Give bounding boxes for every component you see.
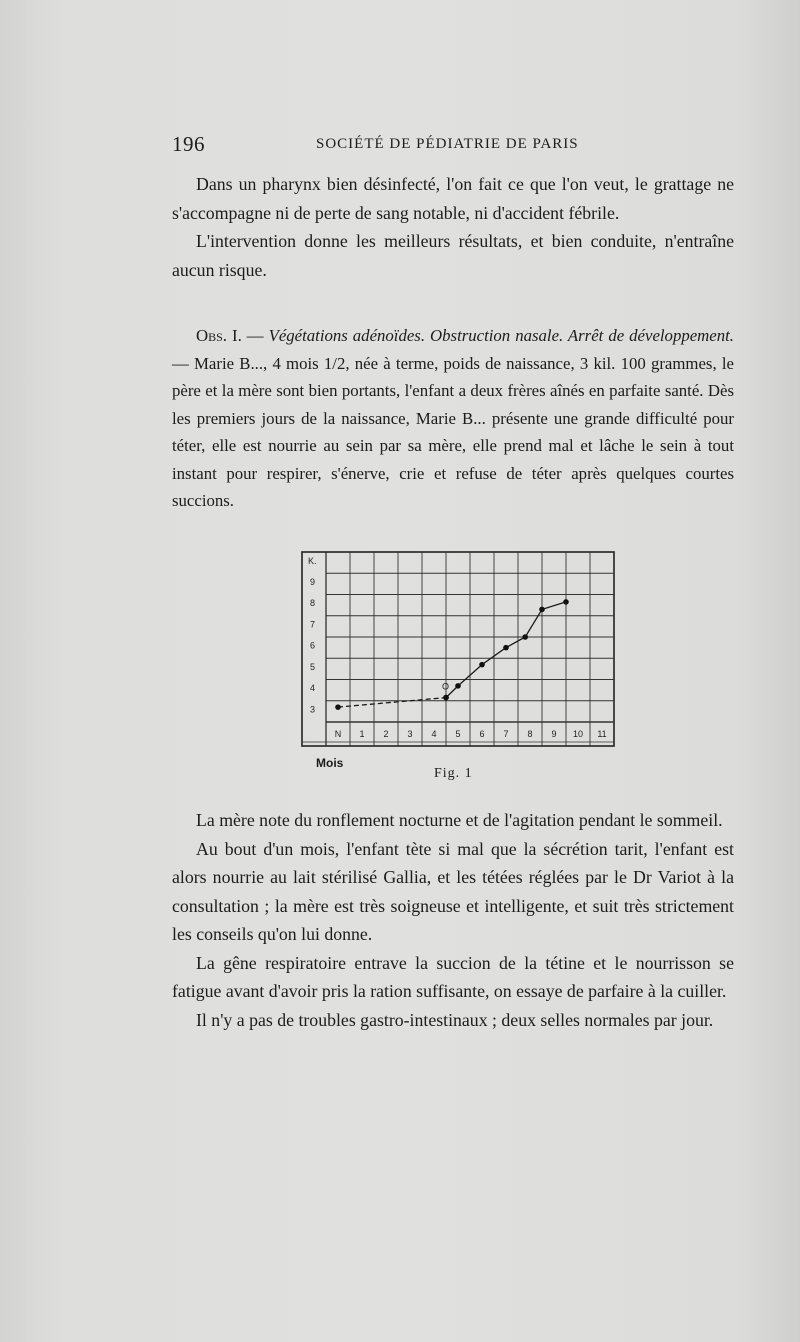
y-tick-label: 9 [310,576,316,587]
x-tick-label: N [334,729,342,739]
data-point [503,645,509,651]
y-tick-label: 7 [310,619,316,630]
x-tick-label: 8 [527,729,533,739]
paragraph: Au bout d'un mois, l'enfant tète si mal que la sécrétion tarit, l'enfant est alors nourrie au lait stérilisé Gallia, et les tétées réglées par le Dr Variot à la consultation ; la mère est très soigneuse et intelligente, et suit très strictement les conseils qu'on lui donne. [172,838,734,944]
observation-body: — Marie B..., 4 mois 1/2, née à terme, poids de naissance, 3 kil. 100 grammes, le père et la mère sont bien portants, l'enfant a deux frères aînés en parfaite santé. Dès les premiers jours de la naissance, Marie B... présente une grande difficulté pour téter, elle est nourrie au sein par sa mère, elle prend mal et lâche le sein à tout instant pour respirer, s'énerve, crie et refuse de téter après quelques courtes succions. [172,353,734,510]
weight-chart-svg [300,550,616,750]
y-tick-label: 5 [310,661,316,672]
data-point [522,634,528,640]
data-point [443,695,449,701]
observation-text [172,322,734,515]
running-head [172,132,732,158]
x-tick-label: 1 [359,729,365,739]
y-axis-unit: K. [308,556,317,566]
chart-frame [302,552,614,746]
data-point [479,662,485,668]
journal-title: SOCIÉTÉ DE PÉDIATRIE DE PARIS [316,136,579,152]
x-tick-label: 10 [572,729,584,739]
observation-label: Obs. I. [196,326,242,345]
data-point [563,599,569,605]
observation-title: Végétations adénoïdes. Obstruction nasale. Arrêt de développement. [268,326,734,345]
x-tick-label: 7 [503,729,509,739]
figure-caption: Fig. 1 [434,766,473,781]
y-tick-label: 6 [310,640,316,651]
x-tick-label: 5 [455,729,461,739]
y-tick-label: 8 [310,598,316,608]
paragraph: La mère note du ronflement nocturne et de l'agitation pendant le sommeil. [196,810,723,830]
x-axis-unit: Mois [316,756,344,770]
data-point [455,683,461,689]
y-tick-label: 4 [310,683,316,693]
x-tick-label: 2 [383,729,389,739]
data-point [335,704,341,710]
continuation-text [172,806,734,1034]
x-tick-label: 3 [407,729,413,739]
paragraph: L'intervention donne les meilleurs résultats, et bien conduite, n'entraîne aucun risque. [172,231,734,280]
x-tick-label: 9 [551,729,557,739]
data-point [539,607,545,613]
x-tick-label: 11 [597,729,607,739]
dashed-series-line [338,698,446,708]
observation-dash: — [241,326,269,345]
observation-paragraph [172,322,734,515]
intro-text [172,170,734,284]
x-tick-label: 6 [479,729,485,739]
operation-marker: O [442,681,450,692]
weight-chart [300,550,616,750]
page-number: 196 [172,132,205,156]
x-tick-label: 4 [431,729,437,739]
y-tick-label: 3 [310,704,316,715]
paragraph: La gêne respiratoire entrave la succion de la tétine et le nourrisson se fatigue avant d'avoir pris la ration suffisante, on essaye de parfaire à la cuiller. [172,952,734,1001]
paragraph: Dans un pharynx bien désinfecté, l'on fait ce que l'on veut, le grattage ne s'accompagne ni de perte de sang notable, ni d'accident fébrile. [172,174,734,223]
paragraph: Il n'y a pas de troubles gastro-intestinaux ; deux selles normales par jour. [196,1009,714,1030]
